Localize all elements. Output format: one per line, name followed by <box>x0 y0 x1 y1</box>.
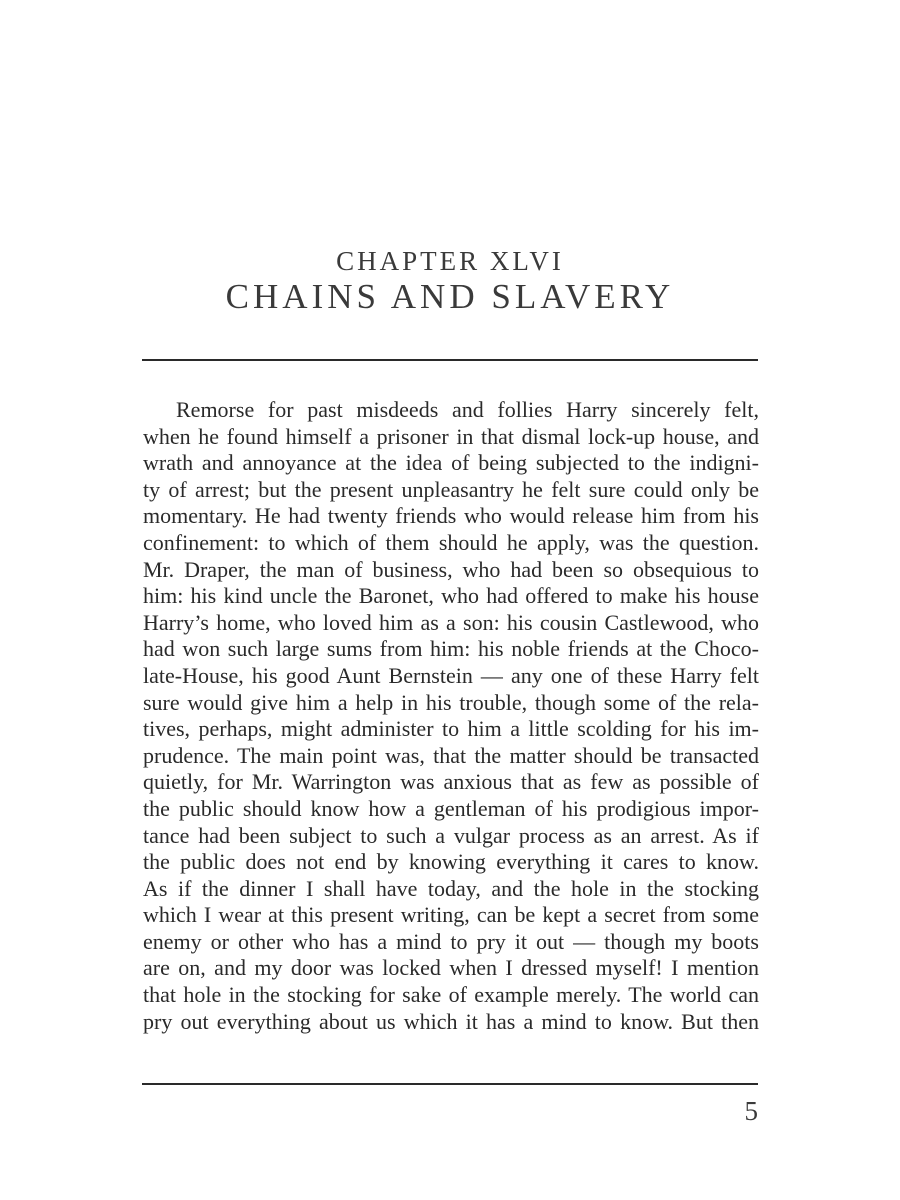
text-line: sure would give him a help in his trouble, though some of the rela- <box>143 689 759 715</box>
chapter-body-paragraph <box>143 397 759 1035</box>
text-line: confinement: to which of them should he apply, was the question. <box>143 529 759 555</box>
text-line: are on, and my door was locked when I dressed myself! I mention <box>143 955 759 981</box>
bottom-divider <box>142 1083 758 1085</box>
top-divider <box>142 359 758 361</box>
text-line: Mr. Draper, the man of business, who had been so obsequious to <box>143 556 759 582</box>
text-line: pry out everything about us which it has a mind to know. But then <box>143 1008 759 1034</box>
text-line: him: his kind uncle the Baronet, who had offered to make his house <box>143 583 759 609</box>
text-line: enemy or other who has a mind to pry it out — though my boots <box>143 928 759 954</box>
text-line: tance had been subject to such a vulgar process as an arrest. As if <box>143 822 759 848</box>
text-line: quietly, for Mr. Warrington was anxious that as few as possible of <box>143 769 759 795</box>
text-line: late-House, his good Aunt Bernstein — any one of these Harry felt <box>143 662 759 688</box>
text-line: prudence. The main point was, that the matter should be transacted <box>143 742 759 768</box>
text-line: Remorse for past misdeeds and follies Harry sincerely felt, <box>176 397 759 422</box>
text-line: ty of arrest; but the present unpleasantry he felt sure could only be <box>143 476 759 502</box>
text-line: the public does not end by knowing everything it cares to know. <box>143 849 759 875</box>
text-line: that hole in the stocking for sake of example merely. The world can <box>143 982 759 1008</box>
text-line: wrath and annoyance at the idea of being subjected to the indigni- <box>143 450 759 476</box>
text-line: the public should know how a gentleman of his prodigious impor- <box>143 795 759 821</box>
text-line: As if the dinner I shall have today, and the hole in the stocking <box>143 875 759 901</box>
chapter-number: CHAPTER XLVI <box>336 246 564 276</box>
text-line: when he found himself a prisoner in that dismal lock-up house, and <box>143 423 759 449</box>
text-line: which I wear at this present writing, can be kept a secret from some <box>143 902 759 928</box>
text-line: tives, perhaps, might administer to him a little scolding for his im- <box>143 716 759 742</box>
text-line: momentary. He had twenty friends who would release him from his <box>143 503 759 529</box>
text-line: had won such large sums from him: his noble friends at the Choco- <box>143 636 759 662</box>
page-number: 5 <box>744 1096 758 1126</box>
text-line: Harry’s home, who loved him as a son: his cousin Castlewood, who <box>143 609 759 635</box>
chapter-title: CHAINS AND SLAVERY <box>225 277 675 316</box>
